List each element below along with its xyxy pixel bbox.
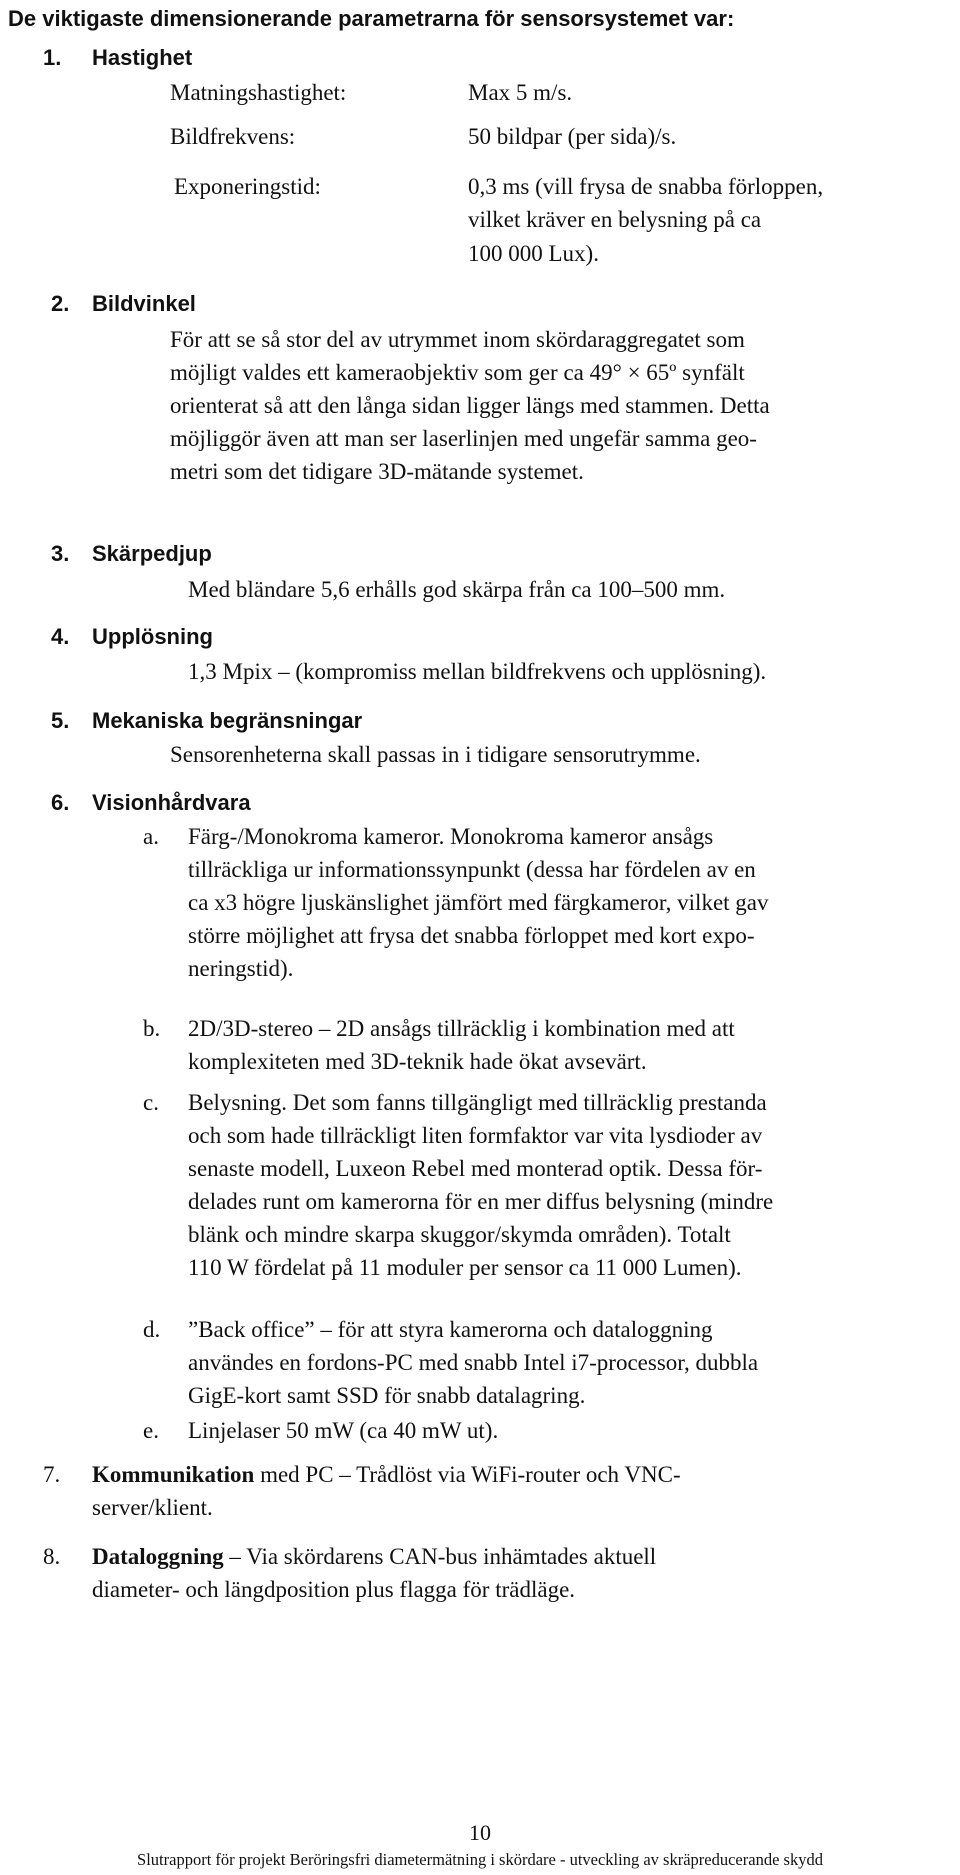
- row-label-exponeringstid: Exponeringstid:: [174, 174, 321, 199]
- section-3-heading: Skärpedjup: [92, 541, 212, 566]
- section-8-heading: Dataloggning: [92, 1544, 224, 1569]
- paragraph-line: neringstid).: [188, 956, 294, 981]
- paragraph-line: blänk och mindre skarpa skuggor/skymda områden). Totalt: [188, 1222, 731, 1247]
- row-value-bildfrekvens: 50 bildpar (per sida)/s.: [468, 124, 677, 149]
- section-6-heading: Visionhårdvara: [92, 790, 251, 815]
- section-4-text: 1,3 Mpix – (kompromiss mellan bildfrekvens och upplösning).: [188, 659, 767, 684]
- paragraph-line: GigE-kort samt SSD för snabb datalagring.: [188, 1383, 586, 1408]
- item-a-text: [188, 820, 769, 985]
- section-2-heading: Bildvinkel: [92, 291, 196, 316]
- footer-text: Slutrapport för projekt Beröringsfri diametermätning i skördare - utveckling av skräpreducerande skydd: [137, 1850, 823, 1869]
- section-3-number: 3.: [51, 541, 70, 566]
- paragraph-line: möjligt valdes ett kameraobjektiv som ger ca 49° × 65º synfält: [170, 360, 745, 385]
- row-label-matningshastighet: Matningshastighet:: [170, 80, 347, 105]
- paragraph-line: användes en fordons-PC med snabb Intel i7-processor, dubbla: [188, 1350, 759, 1375]
- paragraph-line: Belysning. Det som fanns tillgängligt med tillräcklig prestanda: [188, 1090, 767, 1115]
- item-d-letter: d.: [143, 1317, 161, 1342]
- item-c-letter: c.: [143, 1090, 159, 1115]
- item-e-letter: e.: [143, 1418, 159, 1443]
- section-5-text: Sensorenheterna skall passas in i tidigare sensorutrymme.: [170, 742, 701, 767]
- section-7-text-continuation: server/klient.: [92, 1495, 213, 1520]
- section-7-line: [92, 1463, 681, 1486]
- paragraph-line: större möjlighet att frysa det snabba förloppet med kort expo-: [188, 923, 755, 948]
- section-2-number: 2.: [51, 291, 70, 316]
- paragraph-line: För att se så stor del av utrymmet inom skördaraggregatet som: [170, 327, 745, 352]
- section-8-text: – Via skördarens CAN-bus inhämtades aktuell: [223, 1544, 657, 1569]
- section-4-heading: Upplösning: [92, 624, 213, 649]
- paragraph-line: möjliggör även att man ser laserlinjen med ungefär samma geo-: [170, 426, 757, 451]
- item-c-text: [188, 1086, 773, 1284]
- paragraph-line: 110 W fördelat på 11 moduler per sensor ca 11 000 Lumen).: [188, 1255, 742, 1280]
- section-8-number: 8.: [43, 1544, 61, 1569]
- row-value-matningshastighet: Max 5 m/s.: [468, 80, 573, 105]
- item-d-text: [188, 1313, 758, 1412]
- row-value-exponeringstid: 0,3 ms (vill frysa de snabba förloppen,: [468, 174, 824, 199]
- section-7-text: med PC – Trådlöst via WiFi-router och VNC-: [254, 1462, 681, 1487]
- section-8-line: [92, 1545, 656, 1568]
- paragraph-line: Färg-/Monokroma kameror. Monokroma kameror ansågs: [188, 824, 714, 849]
- section-8-text-continuation: diameter- och längdposition plus flagga för trädläge.: [92, 1577, 576, 1602]
- item-b-text: [188, 1012, 735, 1078]
- section-3-text: Med bländare 5,6 erhålls god skärpa från ca 100–500 mm.: [188, 577, 726, 602]
- section-1-number: 1.: [43, 45, 62, 70]
- paragraph-line: tillräckliga ur informationssynpunkt (dessa har fördelen av en: [188, 857, 756, 882]
- section-1-heading: Hastighet: [92, 45, 193, 70]
- paragraph-line: 2D/3D-stereo – 2D ansågs tillräcklig i kombination med att: [188, 1016, 735, 1041]
- page-number: 10: [469, 1820, 491, 1845]
- section-5-number: 5.: [51, 708, 70, 733]
- row-value-continuation: vilket kräver en belysning på ca: [468, 207, 762, 232]
- paragraph-line: komplexiteten med 3D-teknik hade ökat avsevärt.: [188, 1049, 647, 1074]
- item-e-text: Linjelaser 50 mW (ca 40 mW ut).: [188, 1418, 499, 1443]
- paragraph-line: ca x3 högre ljuskänslighet jämfört med färgkameror, vilket gav: [188, 890, 769, 915]
- row-value-continuation: 100 000 Lux).: [468, 241, 599, 266]
- section-7-number: 7.: [43, 1462, 61, 1487]
- paragraph-line: och som hade tillräckligt liten formfaktor var vita lysdioder av: [188, 1123, 763, 1148]
- item-b-letter: b.: [143, 1016, 161, 1041]
- section-6-number: 6.: [51, 790, 70, 815]
- section-7-heading: Kommunikation: [92, 1462, 255, 1487]
- section-2-paragraph: [170, 323, 770, 488]
- paragraph-line: orienterat så att den långa sidan ligger längs med stammen. Detta: [170, 393, 770, 418]
- page-title: De viktigaste dimensionerande parametrarna för sensorsystemet var:: [8, 6, 735, 31]
- paragraph-line: delades runt om kamerorna för en mer diffus belysning (mindre: [188, 1189, 774, 1214]
- row-label-bildfrekvens: Bildfrekvens:: [170, 124, 296, 149]
- paragraph-line: metri som det tidigare 3D-mätande systemet.: [170, 459, 584, 484]
- section-4-number: 4.: [51, 624, 70, 649]
- paragraph-line: senaste modell, Luxeon Rebel med monterad optik. Dessa för-: [188, 1156, 763, 1181]
- item-a-letter: a.: [143, 824, 159, 849]
- paragraph-line: ”Back office” – för att styra kamerorna och dataloggning: [188, 1317, 713, 1342]
- section-5-heading: Mekaniska begränsningar: [92, 708, 363, 733]
